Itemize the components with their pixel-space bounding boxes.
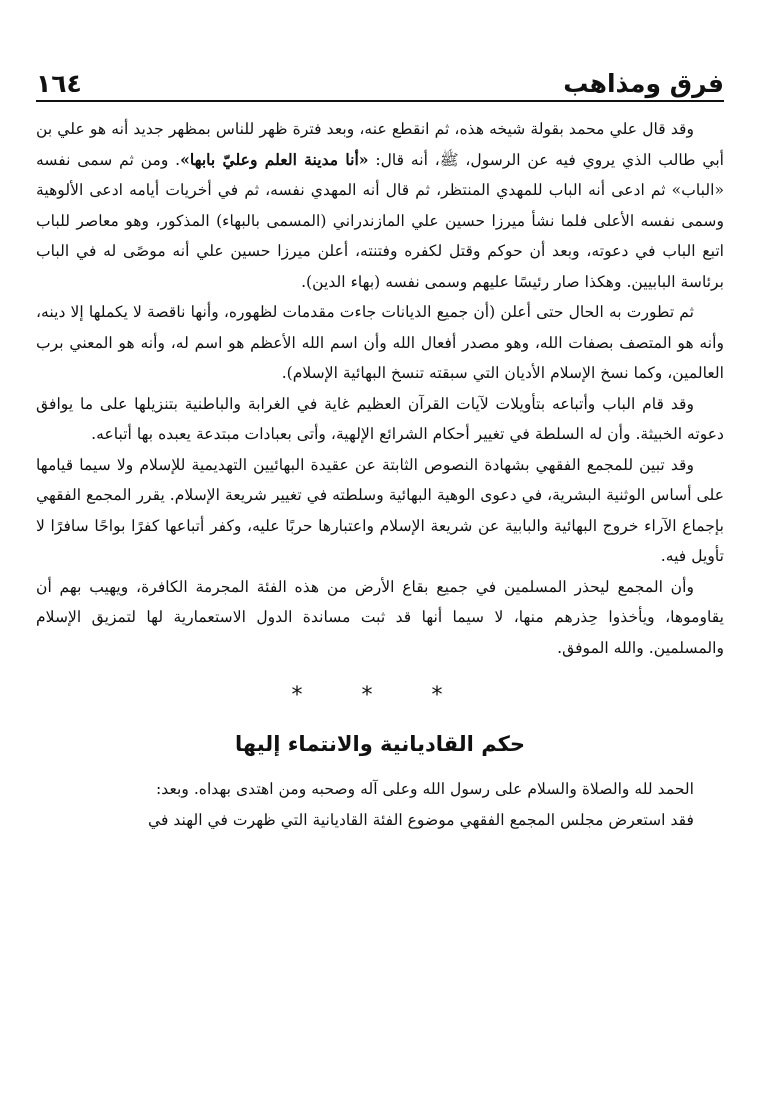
page-header	[36, 56, 724, 102]
paragraph-text: وقد قام الباب وأتباعه بتأويلات لآيات القرآن العظيم غاية في الغرابة والباطنية بتنزيلها على ما يوافق دعوته الخبيثة. وأن له السلطة في تغيير أحكام الشرائع الإلهية، وأتى بعبادات مبتدعة يعبده بها أتباعه.	[36, 394, 724, 443]
paragraph-text: وقد تبين للمجمع الفقهي بشهادة النصوص الثابتة عن عقيدة البهائيين التهديمية للإسلام ولا سيما قيامها على أساس الوثنية البشرية، في دعوى الوهية البهائية وسلطته في تغيير شريعة الإسلام. يقرر المجمع الفقهي بإجماع الآراء خروج البهائية والبابية عن شريعة الإسلام واعتبارها حربًا عليه، وكفر أتباعها كفرًا بواحًا سافرًا لا تأويل فيه.	[36, 455, 724, 565]
paragraph-ruling	[36, 450, 724, 572]
page-body	[36, 114, 724, 835]
section-paragraph: فقد استعرض مجلس المجمع الفقهي موضوع الفئة القاديانية التي ظهرت في الهند في	[147, 810, 694, 829]
section-paragraph: الحمد لله والصلاة والسلام على رسول الله وعلى آله وصحبه ومن اهتدى بهداه. وبعد:	[156, 780, 694, 798]
paragraph-bahai-claims	[36, 297, 724, 389]
section-heading: حكم القاديانية والانتماء إليها	[234, 732, 526, 756]
paragraph-babi-origins	[36, 114, 724, 297]
paragraph-text: ثم تطورت به الحال حتى أعلن (أن جميع الديانات جاءت مقدمات لظهوره، وأنها ناقصة لا يكملها إلا دينه، وأنه هو المتصف بصفات الله، وهو مصدر أفعال الله وأن اسم الله الأعظم هو اسم له، وأنه هو المعني برب العالمين، وكما نسخ الإسلام الأديان التي سبقته تنسخ البهائية الإسلام).	[36, 303, 724, 382]
paragraph-text: وأن المجمع ليحذر المسلمين في جميع بقاع الأرض من هذه الفئة المجرمة الكافرة، ويهيب بهم أن يقاوموها، ويأخذوا حِذرهم منها، لا سيما أنها قد ثبت مساندة الدول الاستعمارية لها لتمزيق الإسلام والمسلمين. والله الموفق.	[36, 577, 724, 657]
page-number: ١٦٤	[36, 69, 82, 98]
paragraph-warning	[36, 572, 724, 664]
hadith-quote: «أنا مدينة العلم وعليّ بابها»	[180, 149, 369, 169]
section-separator: * * *	[291, 683, 469, 708]
running-title: فرق ومذاهب	[563, 69, 724, 98]
book-page	[36, 56, 724, 1066]
paragraph-interpretations	[36, 389, 724, 450]
paragraph-text: وقد قال علي محمد بقولة شيخه هذه، ثم انقطع عنه، وبعد فترة ظهر للناس بمظهر جديد أنه هو علي بن أبي طالب الذي يروي فيه عن الرسول، ﷺ، أنه قال:	[36, 120, 724, 169]
paragraph-text: . ومن ثم سمى نفسه «الباب» ثم ادعى أنه الباب للمهدي المنتظر، ثم قال أنه المهدي نفسه، ثم في أخريات أيامه ادعى الألوهية وسمى نفسه الأعلى فلما نشأ ميرزا حسين علي المازندراني (المسمى بالبهاء) المذكور، وهو معاصر للباب اتبع الباب في دعوته، وبعد أن حوكم وقتل لكفره وفتنته، أعلن ميرزا حسين علي أنه موصًى له في الباب برئاسة البابيين. وهكذا صار رئيسًا عليهم وسمى نفسه (بهاء الدين).	[36, 150, 724, 291]
